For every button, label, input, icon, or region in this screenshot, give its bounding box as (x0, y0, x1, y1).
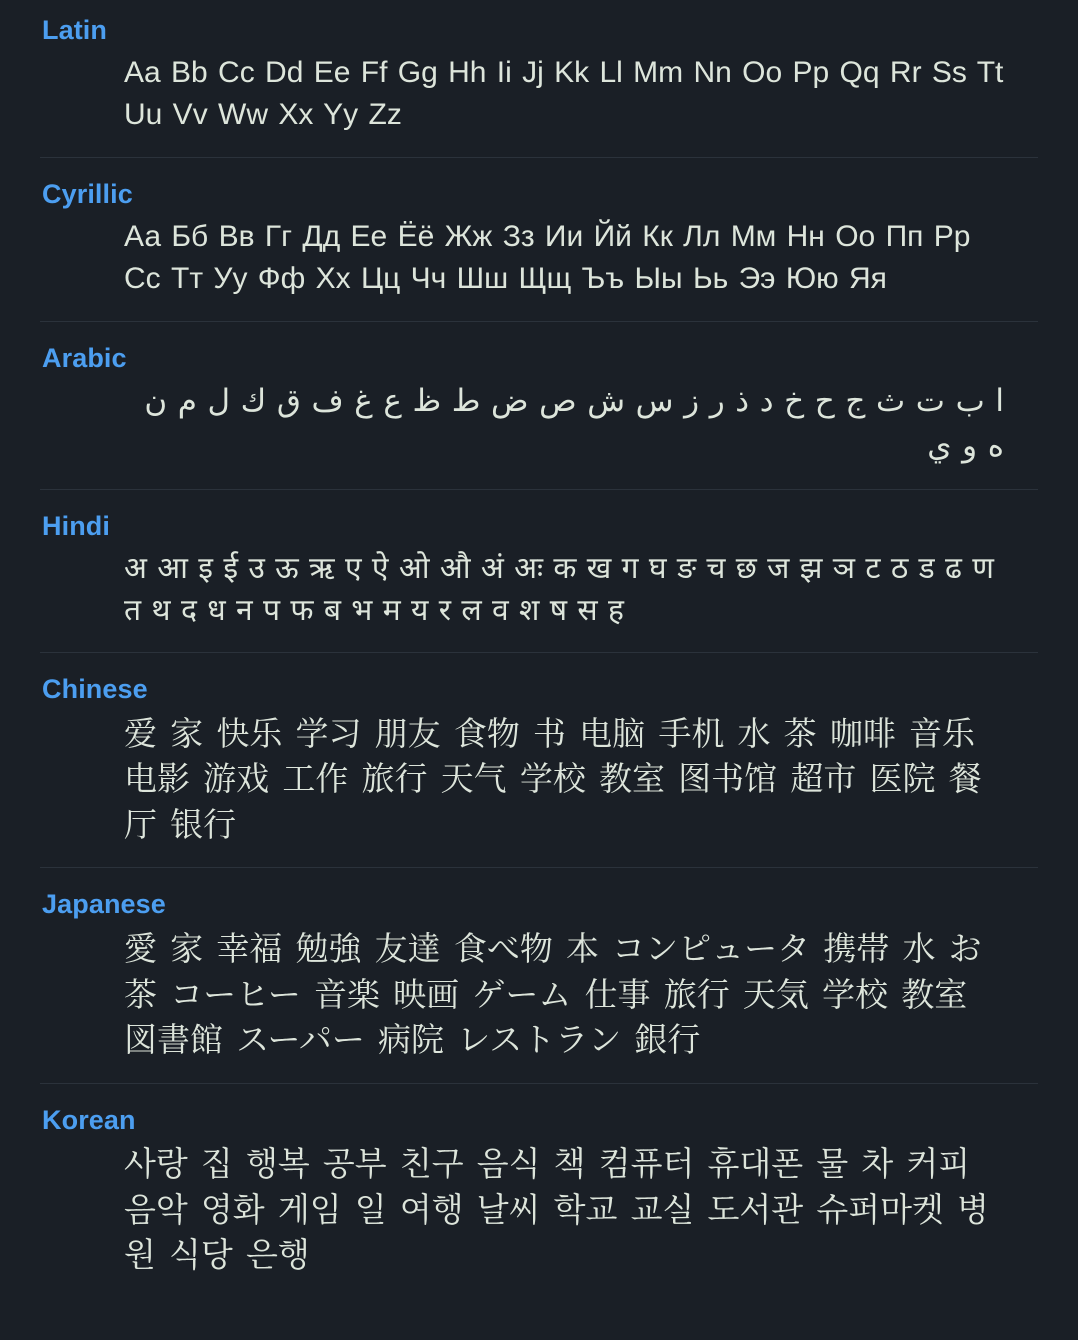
script-section-latin (40, 16, 1038, 137)
script-sample-arabic: ا ب ت ث ج ح خ د ذ ر ز س ش ص ض ط ظ ع غ ف ق ك ل م ن ه و ي (144, 383, 1004, 464)
script-section-chinese (40, 652, 1038, 847)
script-title-japanese: Japanese (42, 889, 166, 920)
script-sample-cyrillic: Аа Бб Вв Гг Дд Ее Ёё Жж Зз Ии Йй Кк Лл Мм Нн Оо Пп Рр Сс Тт Уу Фф Хх Цц Чч Шш Щщ Ъъ Ыы Ьь Ээ Юю Яя (124, 219, 971, 296)
script-sample-latin: Aa Bb Cc Dd Ee Ff Gg Hh Ii Jj Kk Ll Mm Nn Oo Pp Qq Rr Ss Tt Uu Vv Ww Xx Yy Zz (124, 55, 1004, 132)
script-title-latin: Latin (42, 15, 107, 45)
script-sample-japanese: 愛 家 幸福 勉強 友達 食べ物 本 コンピュータ 携帯 水 お茶 コーヒー 音楽 映画 ゲーム 仕事 旅行 天気 学校 教室 図書館 スーパー 病院 レストラン 銀行 (124, 929, 982, 1059)
script-sample-korean: 사랑 집 행복 공부 친구 음식 책 컴퓨터 휴대폰 물 차 커피 음악 영화 게임 일 여행 날씨 학교 교실 도서관 슈퍼마켓 병원 식당 은행 (124, 1145, 989, 1274)
script-title-cyrillic: Cyrillic (42, 178, 133, 209)
script-section-japanese (40, 867, 1038, 1062)
script-title-chinese: Chinese (42, 674, 148, 704)
script-section-hindi (40, 489, 1038, 632)
script-section-cyrillic (40, 157, 1038, 301)
script-section-arabic (40, 321, 1038, 470)
script-title-arabic: Arabic (42, 342, 127, 373)
script-sample-chinese: 爱 家 快乐 学习 朋友 食物 书 电脑 手机 水 茶 咖啡 音乐 电影 游戏 工作 旅行 天气 学校 教室 图书馆 超市 医院 餐厅 银行 (124, 714, 982, 843)
script-section-korean (40, 1083, 1038, 1278)
script-title-hindi: Hindi (42, 511, 110, 542)
script-sample-hindi: अ आ इ ई उ ऊ ऋ ए ऐ ओ औ अं अः क ख ग घ ङ च छ ज झ ञ ट ठ ड ढ ण त थ द ध न प फ ब भ म य र ल व श ष स ह (124, 552, 994, 627)
script-title-korean: Korean (42, 1104, 136, 1135)
